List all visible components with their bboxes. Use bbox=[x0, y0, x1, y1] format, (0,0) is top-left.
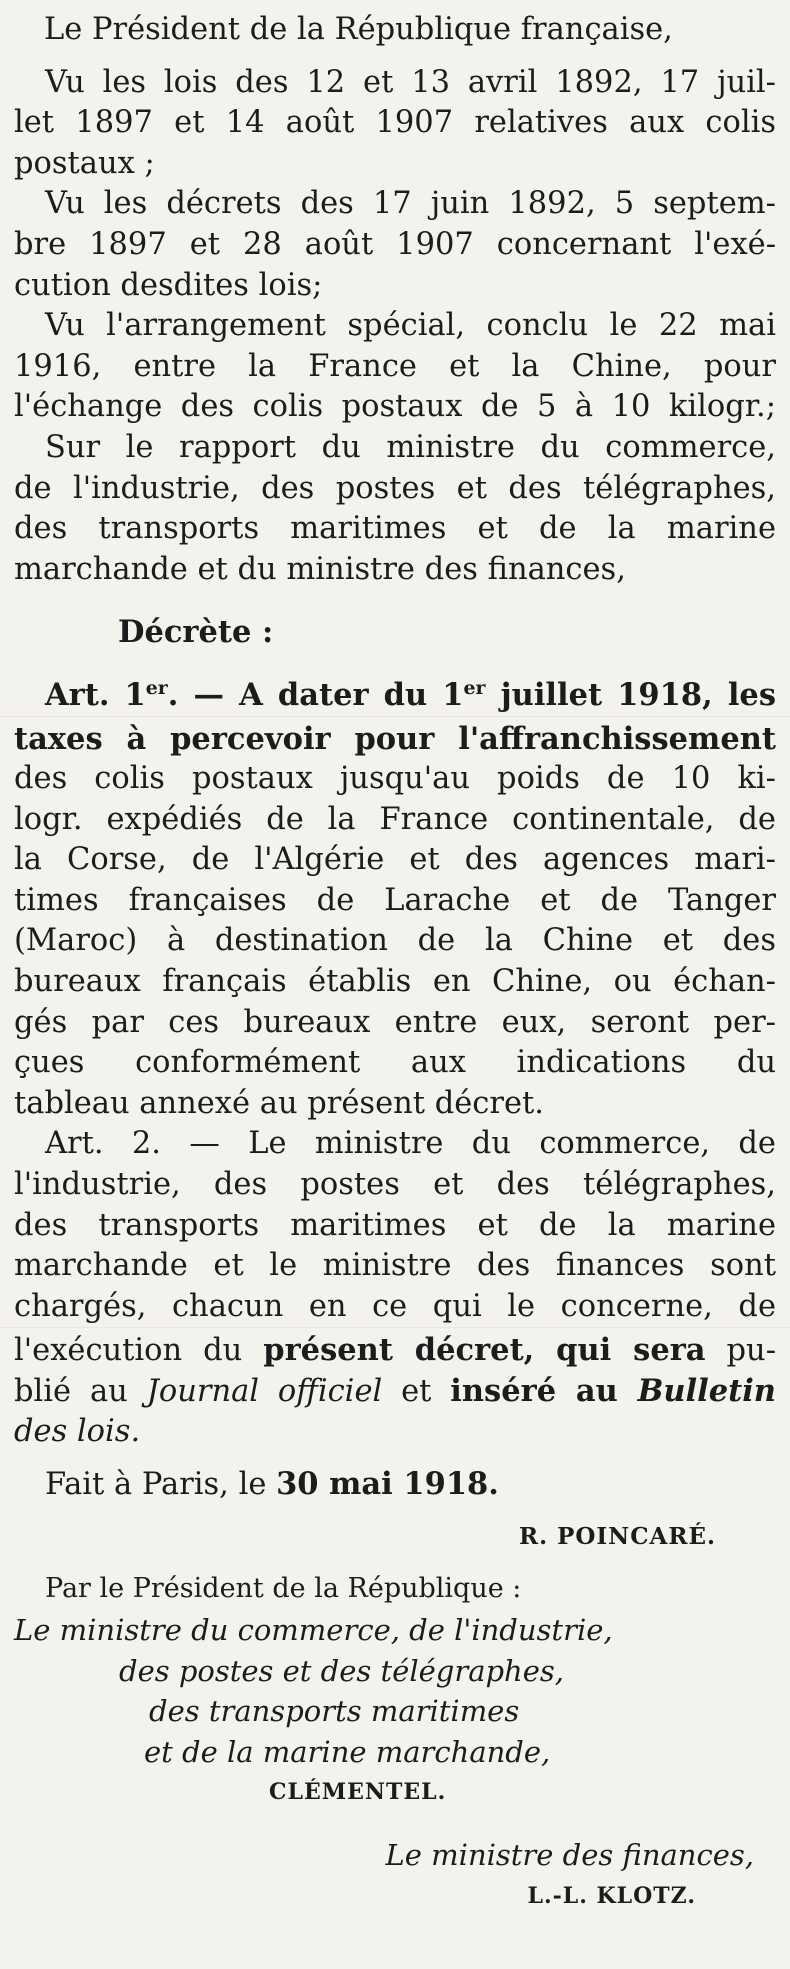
text-line bbox=[14, 1371, 776, 1412]
text-line: de l'industrie, des postes et des télégraphes, bbox=[14, 470, 776, 506]
date: 30 mai 1918. bbox=[276, 1466, 499, 1503]
text-line: l'industrie, des postes et des télégraphes, bbox=[14, 1167, 776, 1203]
text-line: gés par ces bureaux entre eux, seront per- bbox=[14, 1004, 776, 1040]
text-line: Art. 2. — Le ministre du commerce, de bbox=[45, 1126, 776, 1162]
bulletin-title: Bulletin bbox=[637, 1373, 776, 1409]
text-line: (Maroc) à destination de la Chine et des bbox=[14, 923, 776, 959]
text-run: et bbox=[382, 1374, 451, 1409]
text-line: Vu les décrets des 17 juin 1892, 5 septem- bbox=[45, 186, 776, 222]
text-line: bre 1897 et 28 août 1907 concernant l'exé- bbox=[14, 226, 776, 262]
text-run: l'exécution du bbox=[14, 1333, 264, 1369]
text-line: des colis postaux jusqu'au poids de 10 ki- bbox=[14, 761, 776, 797]
header-line: Le Président de la République française, bbox=[44, 12, 673, 47]
text-line: taxes à percevoir pour l'affranchissement bbox=[14, 720, 776, 757]
text-line: let 1897 et 14 août 1907 relatives aux colis bbox=[14, 105, 776, 141]
text-line: Vu les lois des 12 et 13 avril 1892, 17 juil- bbox=[45, 64, 776, 100]
text-line: bureaux français établis en Chine, ou échan- bbox=[14, 964, 776, 1000]
text-run: . — A dater du 1 bbox=[167, 676, 464, 713]
text-line: 1916, entre la France et la Chine, pour bbox=[14, 348, 776, 384]
text-run: présent décret, qui sera bbox=[263, 1332, 706, 1369]
preamble-arrangement bbox=[14, 306, 776, 428]
decrete-heading: Décrète : bbox=[118, 614, 274, 651]
text-line: et de la marine marchande, bbox=[144, 1734, 551, 1769]
par-line: Par le Président de la République : bbox=[45, 1573, 522, 1605]
text-line: la Corse, de l'Algérie et des agences mari- bbox=[14, 842, 776, 878]
text-line: marchande et le ministre des finances sont bbox=[14, 1248, 776, 1284]
minister-commerce bbox=[14, 1610, 776, 1772]
article-2 bbox=[14, 1124, 776, 1452]
signature-president: R. POINCARÉ. bbox=[518, 1522, 716, 1550]
text-run: inséré au bbox=[450, 1373, 638, 1409]
text-line: Le ministre du commerce, de l'industrie, bbox=[14, 1612, 613, 1647]
text-line: chargés, chacun en ce qui le concerne, de bbox=[14, 1288, 776, 1324]
text-line: l'échange des colis postaux de 5 à 10 kilogr.; bbox=[14, 389, 776, 425]
article-1 bbox=[14, 675, 776, 1125]
text-run: blié au bbox=[14, 1374, 147, 1409]
article-label: Art. 1 bbox=[45, 676, 146, 713]
preamble-lois bbox=[14, 63, 776, 185]
superscript: er bbox=[145, 676, 168, 699]
text-line: Vu l'arrangement spécial, conclu le 22 mai bbox=[45, 308, 776, 344]
text-run: Fait à Paris, le bbox=[45, 1467, 277, 1503]
minister-finances: Le ministre des finances, bbox=[385, 1837, 754, 1872]
text-line: marchande et du ministre des finances, bbox=[14, 551, 626, 587]
text-line: des transports maritimes et de la marine bbox=[14, 1207, 776, 1243]
signature-klotz: L.-L. KLOTZ. bbox=[527, 1882, 696, 1909]
text-line: des lois. bbox=[14, 1413, 141, 1449]
preamble-rapport bbox=[14, 428, 776, 590]
article-1-lead bbox=[14, 675, 776, 716]
preamble-decrets bbox=[14, 184, 776, 306]
text-line: postaux ; bbox=[14, 145, 155, 181]
text-line bbox=[14, 1330, 776, 1371]
text-line: des transports maritimes et de la marine bbox=[14, 511, 776, 547]
fait-line bbox=[14, 1464, 776, 1505]
journal-title: Journal officiel bbox=[146, 1374, 383, 1409]
text-run: juillet 1918, les bbox=[485, 676, 776, 713]
text-run: pu- bbox=[705, 1333, 776, 1369]
text-line: çues conformément aux indications du bbox=[14, 1045, 776, 1081]
text-line: des transports maritimes bbox=[149, 1694, 520, 1729]
text-line: cution desdites lois; bbox=[14, 267, 323, 303]
signature-clementel: CLÉMENTEL. bbox=[269, 1779, 447, 1806]
superscript: er bbox=[463, 676, 486, 699]
text-line: tableau annexé au présent décret. bbox=[14, 1085, 544, 1121]
text-line: des postes et des télégraphes, bbox=[119, 1653, 564, 1688]
text-line: times françaises de Larache et de Tanger bbox=[14, 882, 776, 918]
text-line: logr. expédiés de la France continentale, de bbox=[14, 801, 776, 837]
text-line: Sur le rapport du ministre du commerce, bbox=[45, 429, 776, 465]
